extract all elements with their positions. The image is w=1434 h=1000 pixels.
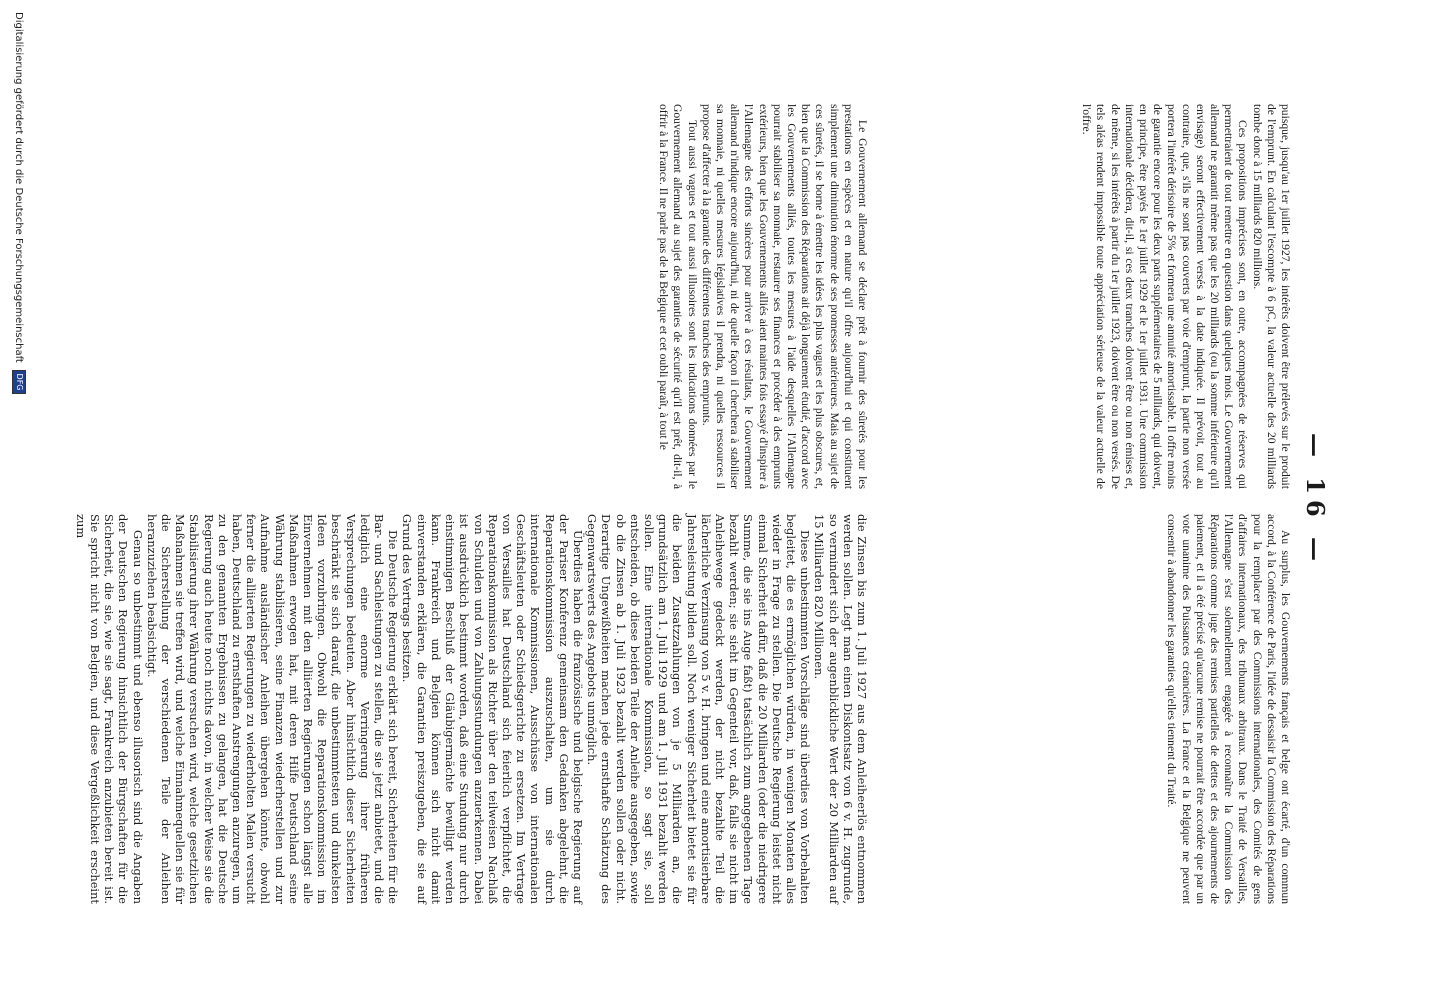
paragraph: puisque, jusqu'au 1er juillet 1927, les intérêts doivent être prélevés sur le produit de l'emprunt. En calculant l'escompte à 6 pC, la valeur actuelle des 20 milliards tombe donc à 15 milliards 820 millions.: [1250, 104, 1292, 489]
paragraph: Le Gouvernement allemand se déclare prêt à fournir des sûretés pour les prestations en espèces et en nature qu'il offre aujourd'hui et qui constituent simplement une diminution énorme de ses promesses antérieures. Mais au sujet de ces sûretés, il se borne à émettre les idées les plus vagues et les plus obscures, et, bien que la Commission des Réparations ait déjà longuement étudié, d'accord avec les Gouvernements alliés, toutes les mesures à l'aide desquelles l'Allemagne pourrait stabiliser sa monnaie, restaurer ses finances et procéder à des emprunts extérieurs, bien que les Gouvernements alliés aient maintes fois essayé d'inspirer à l'Allemagne des efforts sincères pour arriver à ces résultats, le Gouvernement allemand n'indique encore aujourd'hui, ni de quelle façon il cherchera à stabiliser sa monnaie, ni quelles mesures législatives il prendra, ni quelles ressources il propose d'affecter à la garantie des différentes tranches des emprunts.: [699, 104, 869, 489]
digitization-credit: [4, 0, 26, 1000]
german-column: [73, 514, 869, 904]
french-column-top-left: [922, 104, 1292, 489]
paragraph: Diese unbestimmten Vorschläge sind überdies von Vorbehalten begleitet, die es ermöglichen würden, in wenigen Monaten alles wieder in Frage zu stellen. Die Deutsche Regierung leistet nicht einmal Sicherheit dafür, daß die 20 Milliarden (oder die niedrigere Summe, die sie ins Auge faßt) tatsächlich zum angegebenen Tage bezahlt werden; sie sieht im Gegenteil vor, daß, falls sie nicht im Anleihewege gedeckt werden, der nicht bezahlte Teil die lächerliche Verzinsung von 5 v. H. bringen und eine amortisierbare Jahresleistung bilden soll. Noch weniger Sicherheit bietet sie für die beiden Zusatzzahlungen von je 5 Milliarden an, die grundsätzlich am 1. Juli 1929 und am 1. Juli 1931 bezahlt werden sollen. Eine internationale Kommission, so sagt sie, soll entscheiden, ob diese beiden Teile der Anleihe ausgegeben, sowie ob die Zinsen ab 1. Juli 1923 bezahlt werden sollen oder nicht. Derartige Ungewißheiten machen jede ernsthafte Schätzung des Gegenwartswerts des Angebots unmöglich.: [585, 514, 813, 904]
paragraph: Überdies haben die französische und belgische Regierung auf der Pariser Konferenz gemeinsam den Gedanken abgelehnt, die Reparationskommission auszuschalten, um sie durch internationale Kommissionen, Ausschüsse von internationalen Geschäftsleuten oder Schiedsgerichte zu ersetzen. Im Vertrage von Versailles hat Deutschland sich feierlich verpflichtet, die Reparationskommission als Richter über den teilweisen Nachlaß von Schulden und von Zahlungsstundungen anzuerkennen. Dabei ist ausdrücklich bestimmt worden, daß eine Stundung nur durch einstimmigen Beschluß der Gläubigermächte bewilligt werden kann. Frankreich und Belgien können sich nicht damit einverstanden erklären, die Garantien preiszugeben, die sie auf Grund des Vertrags besitzen.: [400, 514, 585, 904]
paragraph: Au surplus, les Gouvernements français et belge ont écarté, d'un commun accord, à la Conférence de Paris, l'idée de dessaisir la Commission des Réparations pour la remplacer par des Commissions internationales, des Comités de gens d'affaires internationaux, des tribunaux arbitraux. Dans le Traité de Versailles, l'Allemagne s'est solennellement engagée à reconnaître la Commission des Réparations comme juge des remises partielles de dettes et des ajournements de paiement, et il a été précisé qu'aucune remise ne pourrait être accordée que par un vote unanime des Puissances créancières. La France et la Belgique ne peuvent consentir à abandonner les garanties qu'elles tiennent du Traité.: [1165, 514, 1292, 904]
french-column-top-right: [922, 514, 1292, 904]
paragraph: Ces propositions imprécises sont, en outre, accompagnées de réserves qui permettraient de tout remettre en question dans quelques mois. Le Gouvernement allemand ne garantit même pas que les 20 milliards (ou la somme inférieure qu'il envisage) seront effectivement versés à la date indiquée. Il prévoit, tout au contraire, que, s'ils ne sont pas couverts par voie d'emprunt, la partie non versée portera l'intérêt dérisoire de 5% et formera une annuité amortissable. Il offre moins de garantie encore pour les deux parts supplémentaires de 5 milliards, qui doivent, en principe, être payés le 1er juillet 1929 et le 1er juillet 1931. Une commission internationale décidera, dit-il, si ces deux tranches doivent être ou non émises et, de même, si les intérêts à partir du 1er juillet 1923, doivent être ou non versés. De tels aléas rendent impossible toute appréciation sérieuse de la valeur actuelle de l'offre.: [1080, 104, 1250, 489]
lower-section: [73, 104, 869, 904]
dfg-logo: DFG: [12, 370, 26, 394]
french-column-bottom: [149, 104, 869, 489]
paragraph: die Zinsen bis zum 1. Juli 1927 aus dem Anleiheerlös entnommen werden sollen. Legt man einen Diskontsatz von 6 v. H. zugrunde, so vermindert sich der augenblickliche Wert der 20 Milliarden auf 15 Milliarden 820 Millionen.: [812, 514, 869, 904]
page-number: — 16 —: [1301, 432, 1330, 568]
paragraph: Die Deutsche Regierung erklärt sich bereit, Sicherheiten für die Bar- und Sachleistungen zu stellen, die sie jetzt anbietet, und die lediglich eine enorme Verringerung ihrer früheren Versprechungen bedeuten. Aber hinsichtlich dieser Sicherheiten beschränkt sie sich darauf, die unbestimmtesten und dunkelsten Ideen vorzubringen. Obwohl die Reparationskommission im Einvernehmen mit den alliierten Regierungen schon längst alle Maßnahmen erwogen hat, mit deren Hilfe Deutschland seine Währung stabilisieren, seine Finanzen wiederherstellen und zur Aufnahme ausländischer Anleihen übergehen könnte, obwohl ferner die alliierten Regierungen zu wiederholten Malen versucht haben, Deutschland zu ernsthaften Anstrengungen anzuregen, um zu den genannten Ergebnissen zu gelangen, hat die Deutsche Regierung auch heute noch nichts davon, in welcher Weise sie die Stabilisierung ihrer Währung versuchen wird, welche gesetzlichen Maßnahmen sie treffen wird, und welche Einnahmequellen sie für die Sicherstellung der verschiedenen Teile der Anleihen heranzuziehen beabsichtigt.: [144, 514, 401, 904]
credit-text: Digitalisierung gefördert durch die Deutsche Forschungsgemeinschaft: [13, 12, 24, 363]
french-section-top: [922, 104, 1292, 904]
paragraph: Genau so unbestimmt und ebenso illusorisch sind die Angaben der Deutschen Regierung hinsichtlich der Bürgschaften für die Sicherheit, die sie, wie sie sagt, Frankreich anzubieten bereit ist. Sie spricht nicht von Belgien, und diese Vergeßlichkeit erscheint zum: [73, 514, 145, 904]
paragraph: Tout aussi vagues et tout aussi illusoires sont les indications données par le Gouvernement allemand au sujet des garanties de sécurité qu'il est prêt, dit-il, à offrir à la France. Il ne parle pas de la Belgique et cet oubli paraît, à tout le: [657, 104, 699, 489]
